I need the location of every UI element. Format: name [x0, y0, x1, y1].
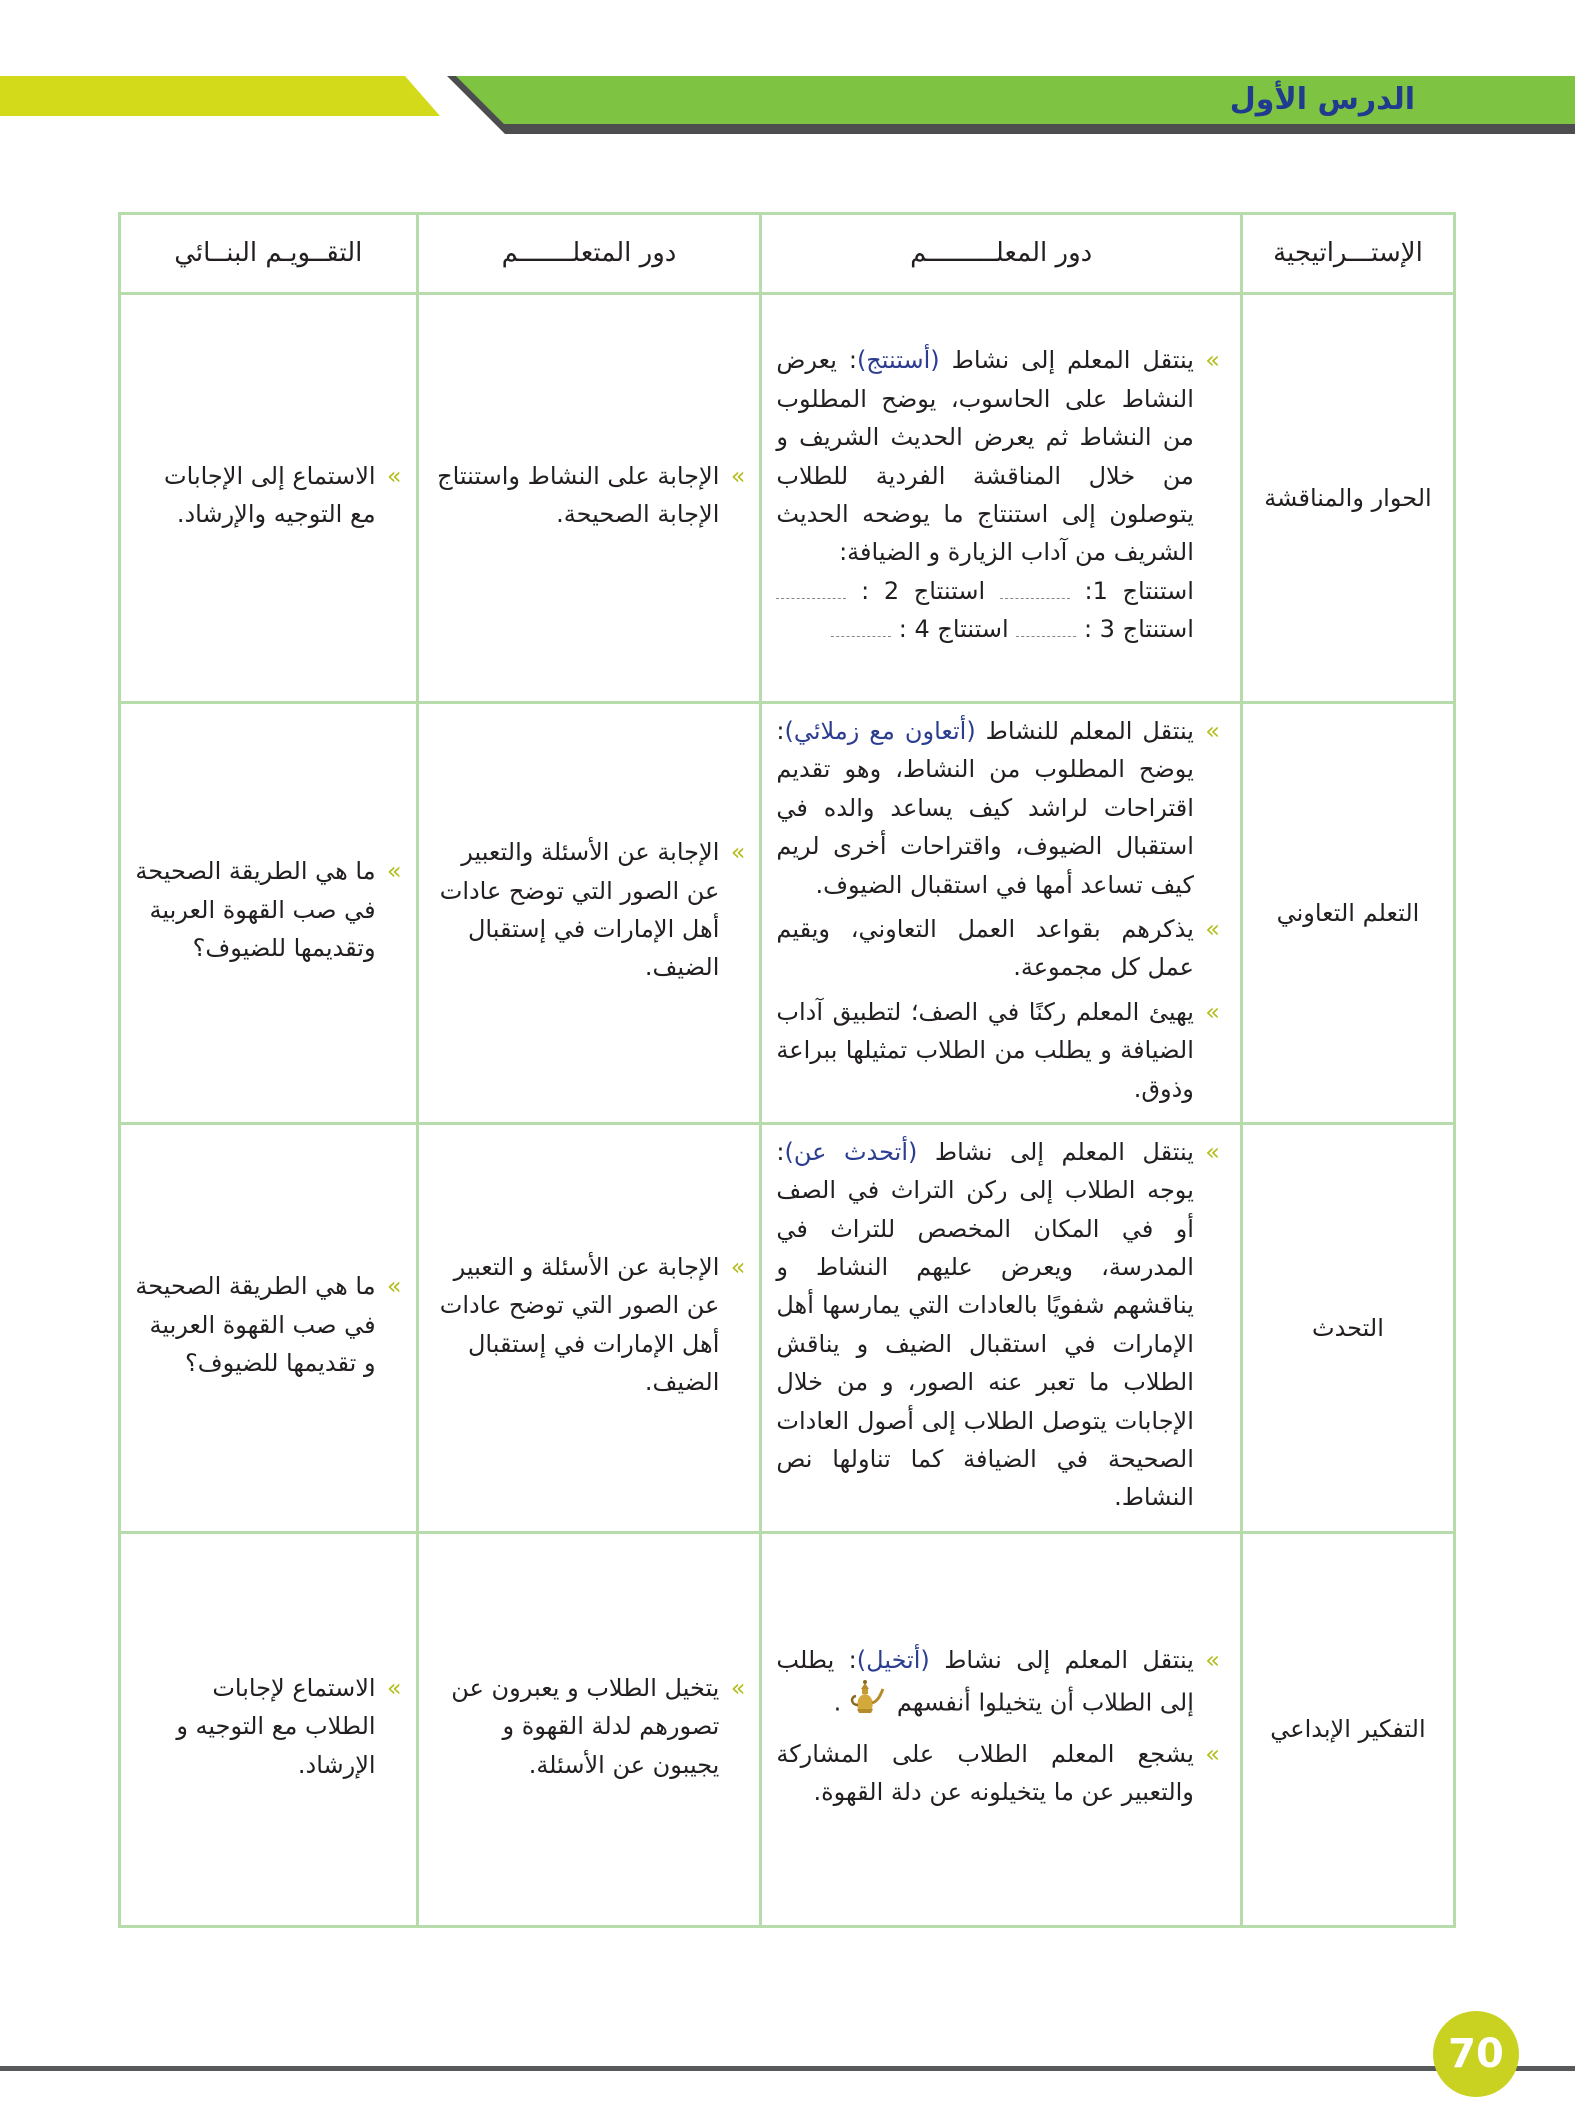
evaluation-cell: [120, 1532, 418, 1926]
learner-role-cell: [417, 1532, 761, 1926]
conclusion-label: استنتاج 2 :: [861, 576, 986, 605]
teacher-role-cell: [761, 1532, 1242, 1926]
bullet-icon: »: [1205, 1739, 1220, 1768]
list-item: [433, 457, 746, 534]
list-item: [135, 852, 402, 967]
bullet-icon: »: [1205, 1646, 1220, 1675]
strategy-cell: الحوار والمناقشة: [1241, 294, 1454, 703]
list-item: [135, 457, 402, 534]
bullet-icon: »: [730, 1673, 746, 1702]
header-formative-evaluation: التقــويـم البنــائي: [120, 214, 418, 294]
evaluation-cell: [120, 294, 418, 703]
activity-name: (أتحدث عن): [784, 1137, 918, 1166]
list-item: [776, 1735, 1220, 1812]
table-row: [120, 294, 1455, 703]
lesson-title: الدرس الأول: [1229, 82, 1415, 117]
list-item: [433, 833, 746, 987]
list-item: [135, 1669, 402, 1784]
teacher-role-cell: [761, 1123, 1242, 1532]
activity-name: (أتخيل): [856, 1646, 930, 1675]
item-text: .: [833, 1689, 842, 1718]
list-item: [776, 1641, 1220, 1729]
item-text: ما هي الطريقة الصحيحة في صب القهوة العربية وتقديمها للضيوف؟: [135, 857, 376, 963]
learner-role-cell: [417, 294, 761, 703]
activity-name: (أتعاون مع زملائي): [784, 717, 976, 745]
evaluation-cell: [120, 703, 418, 1124]
bullet-icon: »: [386, 1673, 402, 1702]
bullet-icon: »: [730, 1253, 746, 1282]
conclusion-label: استنتاج 4 :: [898, 615, 1009, 644]
item-text: ينتقل المعلم إلى نشاط: [939, 346, 1194, 375]
conclusion-blank: [831, 622, 891, 637]
item-text: : يوضح المطلوب من النشاط، وهو تقديم اقتراحات لراشد كيف يساعد والده في استقبال الضيوف، واقتراحات أخرى لريم كيف تساعد أمها في استقبال الضيوف.: [776, 717, 1194, 899]
table-row: [120, 1532, 1455, 1926]
item-text: : يطلب إلى الطلاب أن يتخيلوا أنفسهم: [776, 1646, 1194, 1718]
strategy-cell: التحدث: [1241, 1123, 1454, 1532]
conclusion-label: استنتاج 1:: [1084, 576, 1194, 605]
teacher-role-cell: [761, 294, 1242, 703]
lesson-strategy-table: [118, 212, 1456, 1928]
conclusion-blank: [776, 584, 846, 599]
evaluation-cell: [120, 1123, 418, 1532]
bullet-icon: »: [1205, 997, 1220, 1026]
bullet-icon: »: [730, 838, 746, 867]
list-item: [776, 1133, 1220, 1517]
list-item: [776, 993, 1220, 1108]
table-row: [120, 703, 1455, 1124]
bullet-icon: »: [386, 1272, 402, 1301]
item-text: الإجابة عن الأسئلة والتعبير عن الصور التي توضح عادات أهل الإمارات في إستقبال الضيف.: [439, 838, 720, 982]
strategy-cell: التفكير الإبداعي: [1241, 1532, 1454, 1926]
bullet-icon: »: [1205, 346, 1220, 375]
learner-role-cell: [417, 1123, 761, 1532]
table-row: [120, 1123, 1455, 1532]
list-item: [776, 341, 1220, 648]
bullet-icon: »: [730, 461, 746, 490]
teacher-role-cell: [761, 703, 1242, 1124]
item-text: الاستماع لإجابات الطلاب مع التوجيه و الإرشاد.: [176, 1673, 376, 1779]
item-text: ينتقل المعلم للنشاط: [975, 717, 1194, 745]
strategy-cell: التعلم التعاوني: [1241, 703, 1454, 1124]
list-item: [776, 910, 1220, 987]
item-text: ما هي الطريقة الصحيحة في صب القهوة العربية و تقديمها للضيوف؟: [135, 1272, 376, 1378]
learner-role-cell: [417, 703, 761, 1124]
footer-line: [0, 2066, 1575, 2071]
conclusion-label: استنتاج 3 :: [1083, 615, 1194, 644]
item-text: : يعرض النشاط على الحاسوب، يوضح المطلوب من النشاط ثم يعرض الحديث الشريف و من خلال المناقشة الفردية للطلاب يتوصلون إلى استنتاج ما يوضحه الحديث الشريف من آداب الزيارة و الضيافة:: [776, 346, 1194, 567]
bullet-icon: »: [1205, 914, 1220, 943]
item-text: يتخيل الطلاب و يعبرون عن تصورهم لدلة القهوة و يجيبون عن الأسئلة.: [451, 1673, 720, 1779]
page-number: 70: [1433, 2011, 1519, 2097]
list-item: [135, 1267, 402, 1382]
header-yellow-bar: [0, 76, 440, 116]
coffee-pot-icon: [845, 1679, 885, 1728]
item-text: الإجابة على النشاط واستنتاج الإجابة الصحيحة.: [437, 461, 720, 528]
list-item: [776, 712, 1220, 904]
bullet-icon: »: [1205, 717, 1220, 745]
header-learner-role: دور المتعلـــــــم: [417, 214, 761, 294]
bullet-icon: »: [386, 857, 402, 886]
item-text: الاستماع إلى الإجابات مع التوجيه والإرشاد.: [164, 461, 376, 528]
item-text: يذكرهم بقواعد العمل التعاوني، ويقيم عمل كل مجموعة.: [776, 914, 1194, 982]
bullet-icon: »: [386, 461, 402, 490]
item-text: يهيئ المعلم ركنًا في الصف؛ لتطبيق آداب الضيافة و يطلب من الطلاب تمثيلها ببراعة وذوق.: [776, 997, 1194, 1103]
list-item: [433, 1669, 746, 1784]
item-text: ينتقل المعلم إلى نشاط: [929, 1646, 1194, 1675]
activity-name: (أستنتج): [856, 346, 940, 375]
conclusion-blank: [1000, 584, 1070, 599]
table-header-row: [120, 214, 1455, 294]
item-text: ينتقل المعلم إلى نشاط: [917, 1137, 1194, 1166]
item-text: يشجع المعلم الطلاب على المشاركة والتعبير عن ما يتخيلونه عن دلة القهوة.: [776, 1739, 1194, 1807]
bullet-icon: »: [1205, 1137, 1220, 1166]
item-text: الإجابة عن الأسئلة و التعبير عن الصور التي توضح عادات أهل الإمارات في إستقبال الضيف.: [439, 1253, 720, 1397]
conclusion-blanks: [776, 572, 1194, 649]
conclusion-blank: [1016, 622, 1076, 637]
header-teacher-role: دور المعلـــــــــم: [761, 214, 1242, 294]
header-strategy: الإستـــراتيجية: [1241, 214, 1454, 294]
list-item: [433, 1248, 746, 1402]
item-text: : يوجه الطلاب إلى ركن التراث في الصف أو في المكان المخصص للتراث في المدرسة، ويعرض عليهم النشاط و يناقشهم شفويًا بالعادات التي يمارسها أهل الإمارات في استقبال الضيف و يناقش الطلاب ما تعبر عنه الصور، و من خلال الإجابات يتوصل الطلاب إلى أصول العادات الصحيحة في الضيافة كما تناولها نص النشاط.: [776, 1137, 1194, 1512]
